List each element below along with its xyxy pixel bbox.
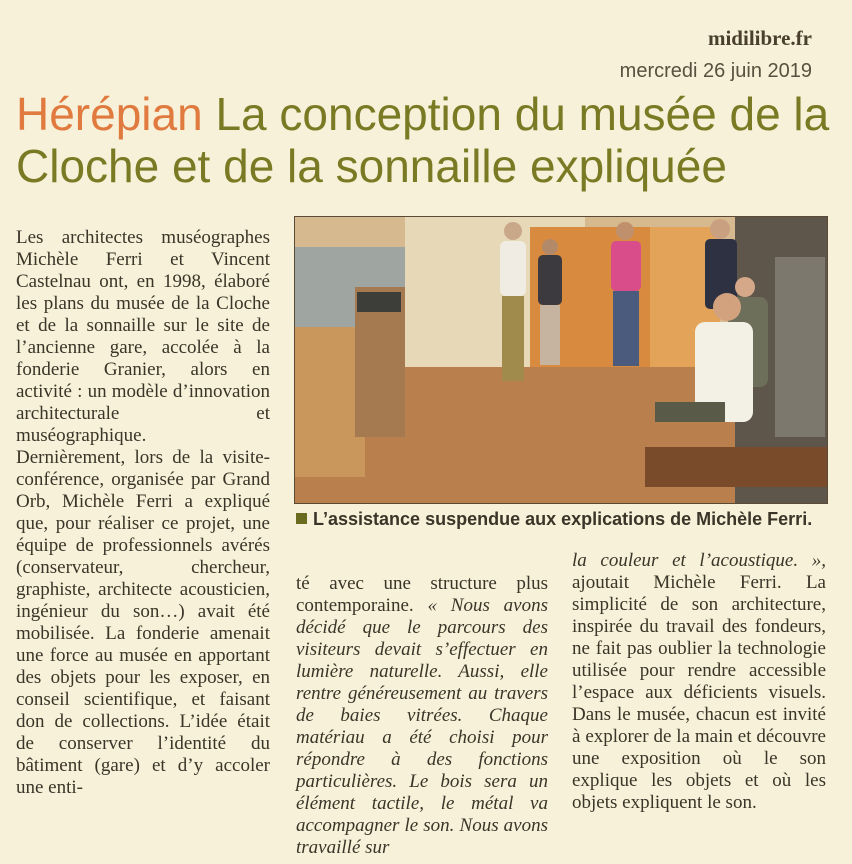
publication-date: mercredi 26 juin 2019 <box>619 60 812 82</box>
article-column-2 <box>296 573 548 859</box>
article-text: ajoutait Michèle Ferri. La simplicité de son architecture, inspirée du travail des fondeurs, ne fait pas oublier la technologie utilisée pour rendre accessible l’espace aux déficients visuels. Dans le musée, chacun est invité à explorer de la main et découvre une exposition où le son explique les objets et où les objets expliquent le son. <box>572 572 826 813</box>
article-photo <box>294 216 828 504</box>
headline-location: Hérépian <box>16 88 203 140</box>
article-paragraph: Dernièrement, lors de la visite-conférence, organisée par Grand Orb, Michèle Ferri a expliqué que, pour réaliser ce projet, une équipe de professionnels avérés (conservateur, chercheur, graphiste, architecte acousticien, ingénieur du son…) avait été mobilisée. La fonderie amenait une force au musée en apportant des objets pour les exposer, en conseil scientifique, et faisant don de collections. L’idée était de conserver l’identité du bâtiment (gare) et d’y accoler une enti- <box>16 447 270 798</box>
article-quote: « Nous avons décidé que le parcours des visiteurs devait s’effectuer en lumière naturelle. Aussi, elle rentre généreusement au travers de baies vitrées. Chaque matériau a été choisi pour répondre à des fonctions particulières. Le bois sera un élément tactile, le métal va accompagner le son. Nous avons travaillé sur <box>296 595 548 858</box>
article-quote: la couleur et l’acoustique. », <box>572 550 826 571</box>
article-column-3 <box>572 550 826 814</box>
caption-square-icon <box>296 513 307 524</box>
photo-scene <box>295 217 827 503</box>
article-paragraph: Les architectes muséographes Michèle Ferri et Vincent Castelnau ont, en 1998, élaboré les plans du musée de la Cloche et de la sonnaille sur le site de l’ancienne gare, accolée à la fonderie Granier, alors en activité : un modèle d’innovation architecturale et muséographique. <box>16 227 270 446</box>
article-column-1 <box>16 227 270 799</box>
headline-title: La conception du musée de la Cloche et de la sonnaille expliquée <box>16 88 830 192</box>
source-site: midilibre.fr <box>707 26 812 50</box>
article-paragraph <box>572 550 826 814</box>
photo-caption-text: L’assistance suspendue aux explications de Michèle Ferri. <box>313 509 813 529</box>
article-text: té avec une structure plus contemporaine. <box>296 573 548 616</box>
article-paragraph <box>296 573 548 859</box>
photo-caption <box>296 509 826 530</box>
headline <box>16 88 846 192</box>
